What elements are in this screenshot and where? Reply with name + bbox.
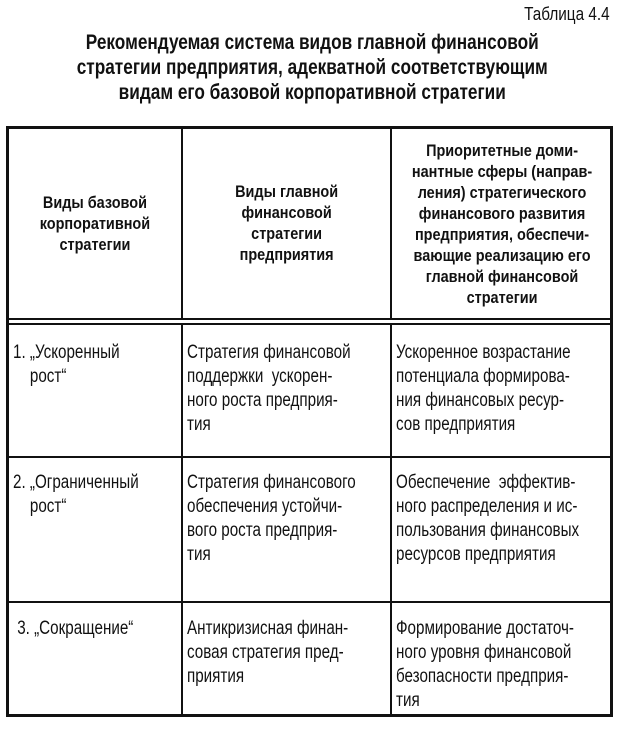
header-text: Виды главной финансовой стратегии предприятия	[234, 182, 339, 264]
priority-area-cell	[392, 471, 613, 567]
header-double-rule	[9, 318, 610, 325]
financial-strategy-cell	[183, 341, 390, 437]
cell-text: 1. „Ускоренный рост“	[13, 342, 120, 387]
header-cell-financial-strategy	[183, 129, 390, 318]
row-divider	[9, 456, 610, 458]
row-divider	[9, 601, 610, 603]
strategy-table	[6, 126, 613, 717]
cell-text: Антикризисная финан- совая стратегия пред- приятия	[187, 618, 349, 687]
cell-text: Стратегия финансового обеспечения устойчи- вого роста предприя- тия	[187, 472, 356, 565]
cell-text: Формирование достаточ- ного уровня финансовой безопасности предприя- тия	[396, 618, 574, 711]
base-strategy-cell	[9, 617, 181, 641]
cell-text: Обеспечение эффектив- ного распределения и ис- пользования финансовых ресурсов предприятия	[396, 472, 580, 565]
base-strategy-cell	[9, 471, 181, 519]
cell-text: 3. „Сокращение“	[13, 618, 134, 639]
financial-strategy-cell	[183, 471, 390, 567]
header-cell-priority-areas	[392, 129, 613, 318]
header-text: Виды базовой корпоративной стратегии	[39, 193, 151, 254]
financial-strategy-cell	[183, 617, 390, 689]
priority-area-cell	[392, 617, 613, 713]
cell-text: Ускоренное возрастание потенциала формирова- ния финансовых ресур- сов предприятия	[396, 342, 571, 435]
table-title	[0, 30, 624, 105]
cell-text: 2. „Ограниченный рост“	[13, 472, 139, 517]
table-number: Таблица 4.4	[524, 4, 610, 24]
priority-area-cell	[392, 341, 613, 437]
table-title-text: Рекомендуемая система видов главной финансовой стратегии предприятия, адекватной соответствующим видам его базовой корпоративной стратегии	[76, 31, 548, 104]
base-strategy-cell	[9, 341, 181, 389]
cell-text: Стратегия финансовой поддержки ускорен- ного роста предприя- тия	[187, 342, 351, 435]
header-cell-base-strategy	[9, 129, 181, 318]
header-text: Приоритетные доми- нантные сферы (направ- ления) стратегического финансового развития предприятия, обеспечи- вающие реализацию его главной финансовой стратегии	[412, 140, 593, 307]
